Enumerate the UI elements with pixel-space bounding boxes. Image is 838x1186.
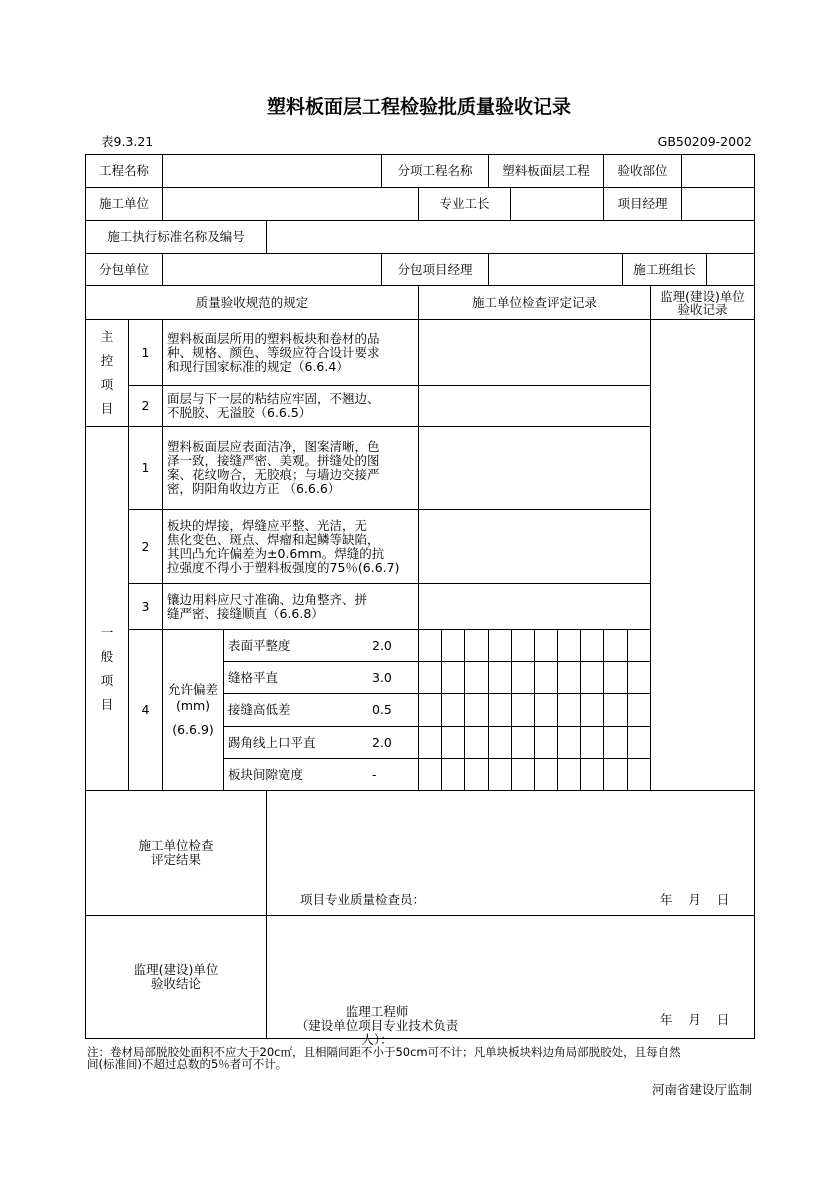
tolerance-row [223, 693, 419, 727]
acceptance-part-label: 验收部位 [603, 154, 682, 188]
general-item-text: 板块的焊接，焊缝应平整、光洁，无 焦化变色、斑点、焊瘤和起鳞等缺陷， 其凹凸允许偏差为±0.6mm。焊缝的抗 拉强度不得小于塑料板强度的75％(6.6.7) [162, 509, 419, 584]
date-label: 年 月 日 [660, 1012, 730, 1027]
measurement-cell[interactable] [511, 661, 535, 694]
measurement-cell[interactable] [534, 693, 558, 727]
measurement-cell[interactable] [464, 758, 489, 791]
sub-project-name-label: 分项工程名称 [381, 154, 489, 188]
supervision-record-field[interactable] [650, 319, 755, 791]
table-number: 表9.3.21 [101, 134, 154, 149]
main-item-number: 1 [128, 319, 163, 386]
subcontractor-label: 分包单位 [85, 253, 163, 286]
inspector-label: 项目专业质量检查员： [300, 892, 426, 907]
sub-manager-label: 分包项目经理 [381, 253, 489, 286]
measurement-cell[interactable] [418, 661, 442, 694]
measurement-cell[interactable] [488, 629, 512, 662]
sub-project-name-value: 塑料板面层工程 [488, 154, 604, 188]
main-item-number: 2 [128, 385, 163, 427]
standard-field[interactable] [266, 220, 755, 254]
measurement-cell[interactable] [557, 758, 581, 791]
measurement-cell[interactable] [464, 629, 489, 662]
measurement-cell[interactable] [511, 693, 535, 727]
measurement-cell[interactable] [580, 693, 604, 727]
measurement-cell[interactable] [580, 758, 604, 791]
measurement-cell[interactable] [488, 693, 512, 727]
issuer: 河南省建设厅监制 [651, 1082, 752, 1097]
measurement-cell[interactable] [418, 758, 442, 791]
measurement-cell[interactable] [488, 726, 512, 759]
measurement-cell[interactable] [557, 661, 581, 694]
team-leader-label: 施工班组长 [622, 253, 707, 286]
general-item-text: 镶边用料应尺寸准确、边角整齐、拼 缝严密、接缝顺直（6.6.8） [162, 583, 419, 630]
main-control-label: 主 控 项 目 [85, 319, 129, 427]
measurement-cell[interactable] [627, 758, 651, 791]
measurement-cell[interactable] [557, 693, 581, 727]
measurement-cell[interactable] [441, 629, 465, 662]
measurement-cell[interactable] [511, 726, 535, 759]
measurement-cell[interactable] [534, 726, 558, 759]
measurement-cell[interactable] [627, 726, 651, 759]
main-item-text: 塑料板面层所用的塑料板块和卷材的品 种、规格、颜色、等级应符合设计要求 和现行国家标准的规定（6.6.4） [162, 319, 419, 386]
project-manager-label: 项目经理 [603, 187, 682, 221]
measurement-cell[interactable] [580, 629, 604, 662]
project-manager-field[interactable] [681, 187, 755, 221]
tolerance-row [223, 661, 419, 694]
measurement-cell[interactable] [441, 758, 465, 791]
measurement-cell[interactable] [488, 661, 512, 694]
supervision-record-header: 监理(建设)单位 验收记录 [650, 285, 755, 320]
foreman-label: 专业工长 [418, 187, 511, 221]
measurement-cell[interactable] [627, 661, 651, 694]
measurement-cell[interactable] [418, 693, 442, 727]
tolerance-item-name: 缝格平直 [228, 669, 279, 685]
tolerance-label: 允许偏差 (mm) (6.6.9) [162, 629, 224, 791]
measurement-cell[interactable] [603, 726, 628, 759]
tolerance-value: 2.0 [372, 637, 392, 653]
general-item-record[interactable] [418, 509, 651, 584]
measurement-cell[interactable] [511, 758, 535, 791]
subcontractor-field[interactable] [162, 253, 382, 286]
measurement-cell[interactable] [441, 661, 465, 694]
measurement-cell[interactable] [441, 693, 465, 727]
measurement-cell[interactable] [418, 726, 442, 759]
tolerance-row [223, 629, 419, 662]
spec-column-header: 质量验收规范的规定 [85, 285, 419, 320]
measurement-cell[interactable] [603, 693, 628, 727]
general-item-number: 3 [128, 583, 163, 630]
measurement-cell[interactable] [627, 629, 651, 662]
measurement-cell[interactable] [464, 661, 489, 694]
measurement-cell[interactable] [534, 758, 558, 791]
construction-unit-field[interactable] [162, 187, 419, 221]
construction-record-header: 施工单位检查评定记录 [418, 285, 651, 320]
engineer-label: 监理工程师 （建设单位项目专业技术负责人）： [295, 1004, 459, 1047]
form-title: 塑料板面层工程检验批质量验收记录 [266, 96, 571, 118]
measurement-cell[interactable] [418, 629, 442, 662]
tolerance-item-name: 踢角线上口平直 [228, 734, 316, 750]
tolerance-item-name: 板块间隙宽度 [228, 766, 304, 782]
measurement-cell[interactable] [557, 629, 581, 662]
foreman-field[interactable] [510, 187, 604, 221]
team-leader-field[interactable] [706, 253, 755, 286]
project-name-label: 工程名称 [85, 154, 163, 188]
tolerance-row [223, 726, 419, 759]
measurement-cell[interactable] [441, 726, 465, 759]
standard-code: GB50209-2002 [657, 134, 752, 149]
general-item-record[interactable] [418, 583, 651, 630]
tolerance-value: 3.0 [372, 669, 392, 685]
measurement-cell[interactable] [603, 629, 628, 662]
general-item-text: 塑料板面层应表面洁净，图案清晰，色 泽一致，接缝严密、美观。拼缝处的图 案、花纹吻合，无胶痕；与墙边交接严 密，阴阳角收边方正 （6.6.6） [162, 426, 419, 510]
measurement-cell[interactable] [511, 629, 535, 662]
general-item-number: 1 [128, 426, 163, 510]
tolerance-value: - [372, 766, 377, 782]
general-item-record[interactable] [418, 426, 651, 510]
standard-label: 施工执行标准名称及编号 [85, 220, 267, 254]
main-item-text: 面层与下一层的粘结应牢固，不翘边、 不脱胶、无溢胶（6.6.5） [162, 385, 419, 427]
measurement-cell[interactable] [580, 661, 604, 694]
measurement-cell[interactable] [627, 693, 651, 727]
tolerance-row [223, 758, 419, 791]
sub-manager-field[interactable] [488, 253, 623, 286]
general-item-number: 2 [128, 509, 163, 584]
main-item-record[interactable] [418, 319, 651, 386]
measurement-cell[interactable] [464, 693, 489, 727]
construction-unit-label: 施工单位 [85, 187, 163, 221]
construction-result-label: 施工单位检查 评定结果 [85, 790, 267, 916]
measurement-cell[interactable] [534, 661, 558, 694]
measurement-cell[interactable] [534, 629, 558, 662]
main-item-record[interactable] [418, 385, 651, 427]
measurement-cell[interactable] [557, 726, 581, 759]
tolerance-item-number: 4 [128, 629, 163, 791]
tolerance-item-name: 表面平整度 [228, 637, 291, 653]
supervision-conclusion-label: 监理(建设)单位 验收结论 [85, 915, 267, 1039]
tolerance-value: 2.0 [372, 734, 392, 750]
tolerance-item-name: 接缝高低差 [228, 702, 291, 717]
measurement-cell[interactable] [488, 758, 512, 791]
tolerance-value: 0.5 [372, 702, 392, 717]
measurement-cell[interactable] [464, 726, 489, 759]
measurement-cell[interactable] [580, 726, 604, 759]
footnote: 注：卷材局部脱胶处面积不应大于20c㎡，且相隔间距不小于50cm可不计；凡单块板块料边角局部脱胶处，且每自然 间(标准间)不超过总数的5％者可不计。 [87, 1045, 681, 1071]
measurement-cell[interactable] [603, 758, 628, 791]
acceptance-part-field[interactable] [681, 154, 755, 188]
measurement-cell[interactable] [603, 661, 628, 694]
general-items-label: 一 般 项 目 [85, 426, 129, 791]
date-label: 年 月 日 [660, 892, 730, 907]
project-name-field[interactable] [162, 154, 382, 188]
